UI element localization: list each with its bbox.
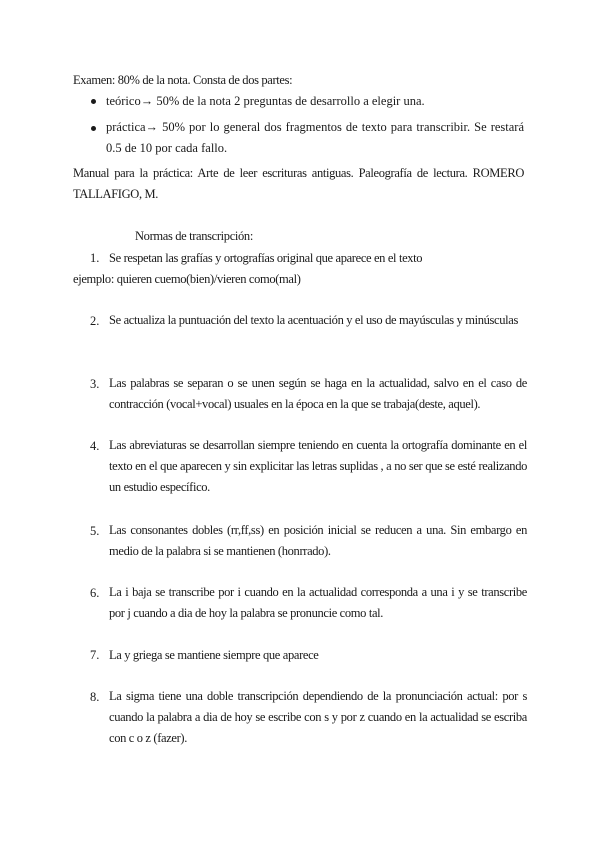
rule-1-example: ejemplo: quieren cuemo(bien)/vieren como(mal) [73, 272, 301, 286]
bullet-practice: práctica→ 50% por lo general dos fragmentos de texto para transcribir. Se restará 0.5 de 10 por cada fallo. [106, 120, 524, 155]
rule-number: 3. [90, 377, 100, 391]
rule-8: La sigma tiene una doble transcripción dependiendo de la pronunciación actual: por s cuando la palabra a dia de hoy se escribe con s y por z cuando en la actualidad se escriba con c o z (fazer). [109, 689, 527, 745]
rule-5: Las consonantes dobles (rr,ff,ss) en posición inicial se reducen a una. Sin embargo en medio de la palabra si se mantienen (honrrado). [109, 523, 527, 558]
rule-number: 5. [90, 524, 100, 538]
rule-number: 1. [90, 251, 100, 265]
rule-number: 7. [90, 648, 100, 662]
rule-number: 6. [90, 586, 100, 600]
rule-number: 8. [90, 690, 100, 704]
bullet-theory: teórico→ 50% de la nota 2 preguntas de desarrollo a elegir una. [106, 94, 425, 108]
rule-number: 4. [90, 439, 100, 453]
norms-title: Normas de transcripción: [135, 229, 253, 243]
rule-1: Se respetan las grafías y ortografías original que aparece en el texto [109, 251, 423, 265]
bullet-dot-icon [91, 99, 96, 104]
rule-6: La i baja se transcribe por i cuando en la actualidad corresponda a una i y se transcribe por j cuando a dia de hoy la palabra se pronuncie como tal. [109, 585, 527, 620]
rule-2: Se actualiza la puntuación del texto la acentuación y el uso de mayúsculas y minúsculas [109, 313, 518, 327]
rule-number: 2. [90, 314, 100, 328]
rule-7: La y griega se mantiene siempre que aparece [109, 648, 319, 662]
rule-3: Las palabras se separan o se unen según se haga en la actualidad, salvo en el caso de contracción (vocal+vocal) usuales en la época en la que se trabaja(deste, aquel). [109, 376, 527, 411]
rule-4: Las abreviaturas se desarrollan siempre teniendo en cuenta la ortografía dominante en el texto en el que aparecen y sin explicitar las letras suplidas , a no ser que se esté realizando un estudio específico. [109, 438, 527, 494]
exam-line: Examen: 80% de la nota. Consta de dos partes: [73, 73, 293, 87]
manual-reference: Manual para la práctica: Arte de leer escrituras antiguas. Paleografía de lectura. ROMERO TALLAFIGO, M. [73, 166, 524, 201]
bullet-dot-icon [91, 126, 96, 131]
